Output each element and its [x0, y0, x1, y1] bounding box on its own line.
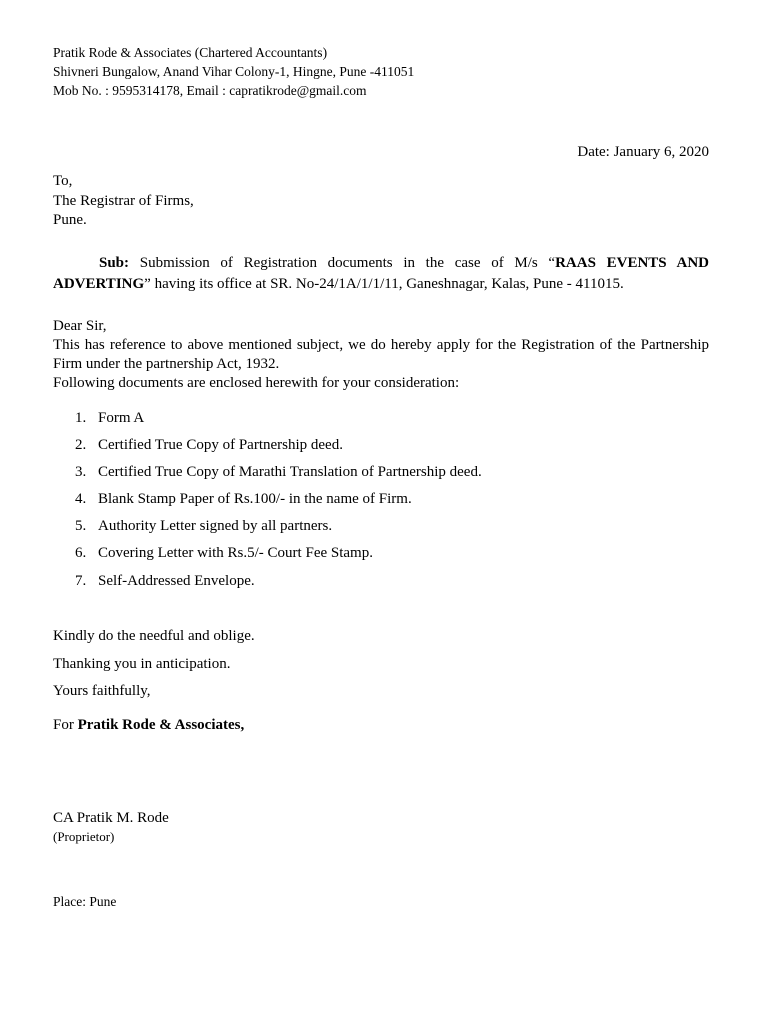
subject-text-before: Submission of Registration documents in the case of M/s “ [129, 255, 556, 271]
closing-block [53, 627, 255, 710]
recipient-name: The Registrar of Firms, [53, 192, 194, 209]
letterhead-firm: Pratik Rode & Associates (Chartered Accountants) [53, 45, 328, 60]
list-item-number: 3. [75, 464, 87, 481]
documents-intro: Following documents are enclosed herewith for your consideration: [53, 375, 460, 391]
signoff-line [53, 717, 244, 734]
documents-list [75, 409, 482, 599]
signoff-prefix: For [53, 717, 78, 733]
subject-firm-name: RAAS EVENTS AND ADVERTING [53, 255, 709, 292]
signoff-firm: Pratik Rode & Associates, [77, 717, 245, 733]
closing-valediction: Yours faithfully, [53, 683, 151, 699]
salutation: Dear Sir, [53, 318, 107, 334]
letterhead-contact: Mob No. : 9595314178, Email : capratikrode@gmail.com [53, 83, 367, 98]
recipient-to: To, [53, 173, 73, 189]
list-item-text: Form A [98, 410, 145, 426]
list-item-text: Covering Letter with Rs.5/- Court Fee Stamp. [98, 545, 373, 562]
closing-thanks: Thanking you in anticipation. [53, 655, 231, 672]
list-item-text: Blank Stamp Paper of Rs.100/- in the name of Firm. [98, 491, 412, 508]
list-item-number: 2. [75, 437, 87, 454]
subject-line [53, 253, 709, 295]
list-item [75, 436, 482, 463]
body-paragraph: This has reference to above mentioned subject, we do hereby apply for the Registration of the Partnership Firm under the partnership Act, 1932. [53, 337, 709, 372]
list-item [75, 463, 482, 490]
letter-body [53, 317, 709, 393]
list-item-number: 7. [75, 572, 87, 589]
list-item [75, 572, 482, 599]
subject-text-after: ” having its office at SR. No-24/1A/1/1/11, Ganeshnagar, Kalas, Pune - 411015. [144, 276, 624, 292]
letter-date: Date: January 6, 2020 [577, 144, 709, 160]
list-item-text: Certified True Copy of Partnership deed. [98, 437, 343, 454]
list-item-text: Authority Letter signed by all partners. [98, 518, 333, 535]
list-item-text: Certified True Copy of Marathi Translation of Partnership deed. [98, 464, 482, 481]
signatory-title: (Proprietor) [53, 829, 115, 844]
subject-label: Sub: [99, 255, 130, 271]
letterhead-address: Shivneri Bungalow, Anand Vihar Colony-1, Hingne, Pune -411051 [53, 64, 415, 79]
list-item [75, 544, 482, 571]
closing-request: Kindly do the needful and oblige. [53, 628, 255, 644]
letterhead [53, 43, 414, 100]
list-item [75, 517, 482, 544]
signatory-name: CA Pratik M. Rode [53, 810, 169, 826]
list-item-text: Self-Addressed Envelope. [98, 572, 255, 589]
recipient-city: Pune. [53, 212, 87, 228]
list-item [75, 490, 482, 517]
recipient-block [53, 172, 194, 231]
list-item-number: 5. [75, 518, 87, 535]
place-line: Place: Pune [53, 894, 117, 909]
list-item [75, 409, 482, 436]
list-item-number: 1. [75, 410, 87, 426]
list-item-number: 6. [75, 545, 87, 562]
list-item-number: 4. [75, 491, 87, 508]
